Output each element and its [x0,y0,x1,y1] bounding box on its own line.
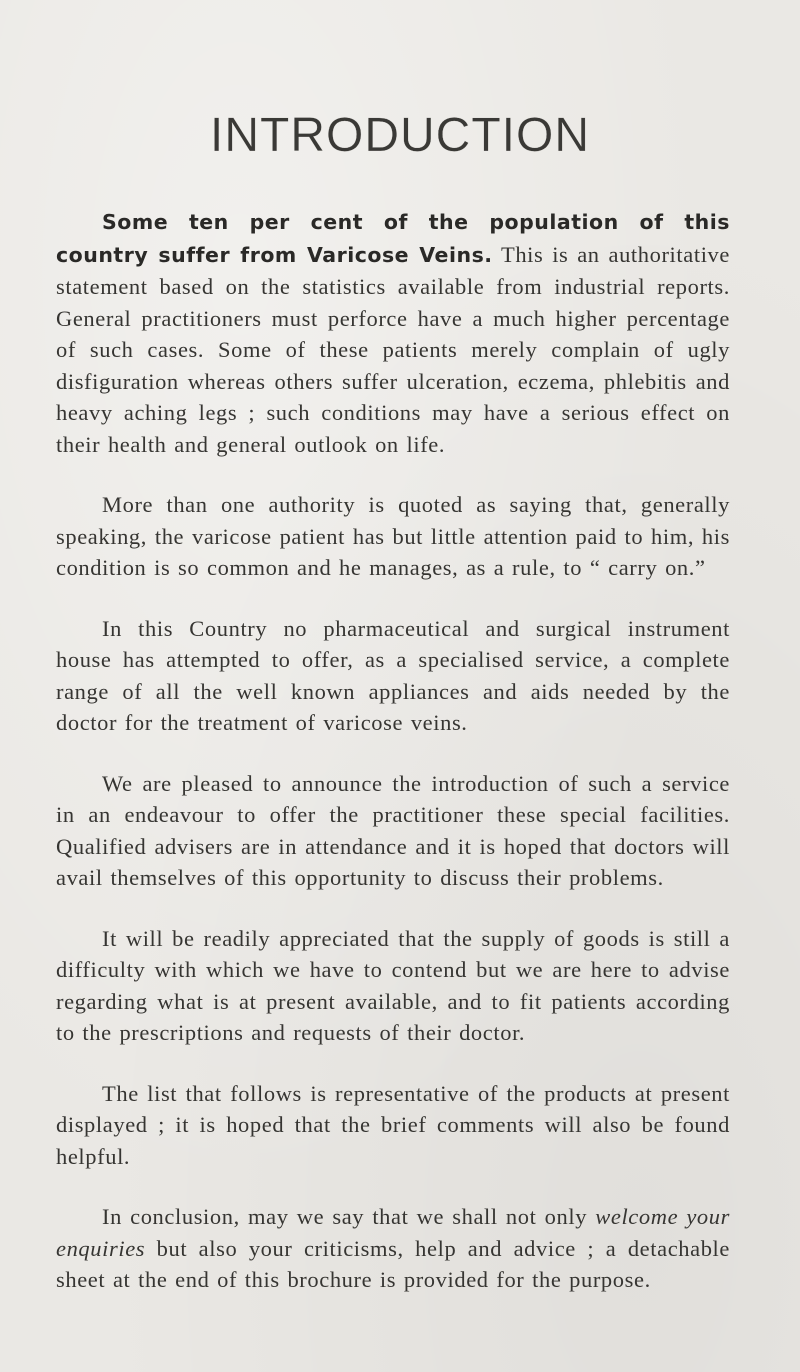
paragraph-4: We are pleased to announce the introduction of such a service in an endeavour to offer the practitioner these special facilities. Qualified advisers are in attendance and it is hoped that doctors will avail themselves of this opportunity to discuss their problems. [56,770,730,890]
paragraph-7-text-before: In conclusion, may we say that we shall not only [102,1204,596,1229]
italic-phrase: welcome your enquiries [56,1204,730,1261]
paragraph-1 [56,206,730,460]
lead-sentence: Some ten per cent of the population of this country suffer from Varicose Veins. [56,210,730,267]
body-text [56,206,730,1325]
page-title: INTRODUCTION [210,109,590,162]
paragraph-5: It will be readily appreciated that the supply of goods is still a difficulty with which we have to contend but we are here to advise regarding what is at present available, and to fit patients according to the prescriptions and requests of their doctor. [56,925,730,1045]
paragraph-7 [56,1201,730,1296]
paragraph-7-text-after: but also your criticisms, help and advice ; a detachable sheet at the end of this brochure is provided for the purpose. [56,1235,730,1292]
paragraph-6: The list that follows is representative of the products at present displayed ; it is hoped that the brief comments will also be found helpful. [56,1080,730,1169]
paragraph-3: In this Country no pharmaceutical and surgical instrument house has attempted to offer, as a specialised service, a complete range of all the well known appliances and aids needed by the doctor for the treatment of varicose veins. [56,615,730,735]
paragraph-1-text: This is an authoritative statement based on the statistics available from industrial reports. General practitioners must perforce have a much higher percentage of such cases. Some of these patients merely complain of ugly disfiguration whereas others suffer ulceration, eczema, phlebitis and heavy aching legs ; such conditions may have a serious effect on their health and general outlook on life. [56,241,730,457]
paragraph-2: More than one authority is quoted as saying that, generally speaking, the varicose patient has but little attention paid to him, his condition is so common and he manages, as a rule, to “ carry on.” [56,492,730,580]
